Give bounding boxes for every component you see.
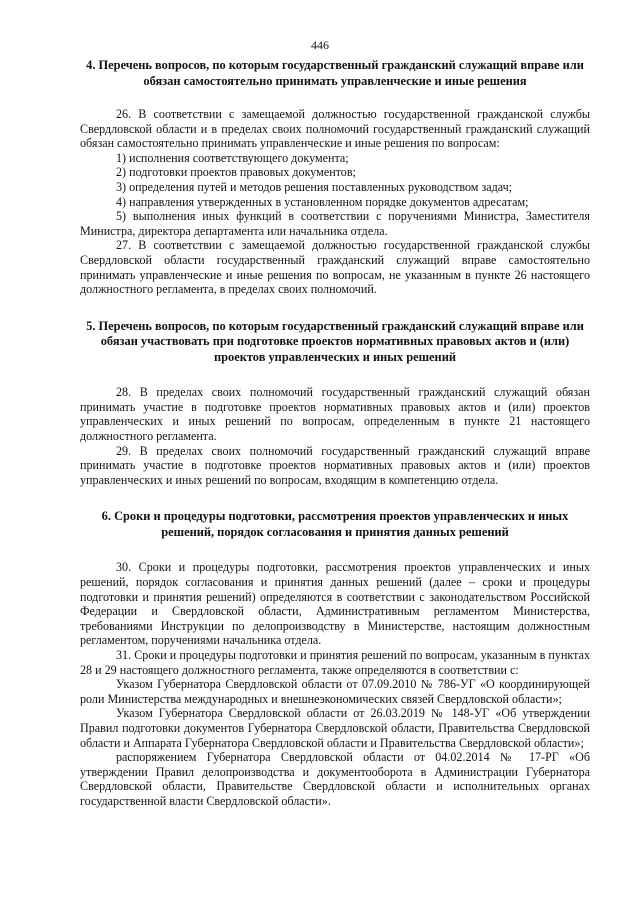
paragraph-27: 27. В соответствии с замещаемой должностью государственной гражданской службы Свердловской области государственный гражданский служащий вправе самостоятельно принимать управленческие и иные решения по вопросам, не указанным в пункте 26 настоящего должностного регламента, в пределах своих полномочий. (80, 238, 590, 297)
list-item: 2) подготовки проектов правовых документов; (116, 165, 356, 180)
reference-decree-786: Указом Губернатора Свердловской области от 07.09.2010 № 786-УГ «О координирующей роли Министерства международных и внешнеэкономических связей Свердловской области»; (80, 677, 590, 706)
paragraph-28: 28. В пределах своих полномочий государственный гражданский служащий обязан принимать участие в подготовке проектов нормативных правовых актов и (или) проектов управленческих и иных решений по вопросам, определенным в пункте 21 настоящего должностного регламента. (80, 385, 590, 443)
section-6 (80, 509, 590, 808)
paragraph-30: 30. Сроки и процедуры подготовки, рассмотрения проектов управленческих и иных решений, порядок согласования и принятия данных решений (далее – сроки и процедуры подготовки и принятия решений) определяются в соответствии с законодательством Российской Федерации и Свердловской области, Административным регламентом Министерства, требованиями Инструкции по делопроизводству в Министерстве, настоящим должностным регламентом, поручениями начальника отдела. (80, 560, 590, 648)
section-4 (80, 58, 590, 297)
list-item: 1) исполнения соответствующего документа; (116, 150, 349, 165)
page-number: 446 (311, 38, 329, 52)
paragraph-31: 31. Сроки и процедуры подготовки и принятия решений по вопросам, указанным в пунктах 28 и 29 настоящего должностного регламента, также определяются в соответствии с: (80, 647, 590, 677)
paragraph-29: 29. В пределах своих полномочий государственный гражданский служащий вправе принимать участие в подготовке проектов нормативных правовых актов и (или) проектов управленческих и иных решений по вопросам, входящим в компетенцию отдела. (80, 443, 590, 487)
page-content (80, 58, 590, 808)
section-6-heading: 6. Сроки и процедуры подготовки, рассмотрения проектов управленческих и иных решений, порядок согласования и принятия данных решений (101, 509, 569, 539)
list-item: 5) выполнения иных функций в соответствии с поручениями Министра, Заместителя Министра, директора департамента или начальника отдела. (80, 209, 590, 238)
list-item: 4) направления утвержденных в установленном порядке документов адресатам; (116, 194, 529, 209)
paragraph-26: 26. В соответствии с замещаемой должностью государственной гражданской службы Свердловской области и в пределах своих полномочий государственный гражданский служащий обязан самостоятельно принимать управленческие и иные решения по вопросам: (80, 107, 590, 151)
section-5-heading: 5. Перечень вопросов, по которым государственный гражданский служащий вправе или обязан участвовать при подготовке проектов нормативных правовых актов и (или) проектов управленческих и иных решений (86, 318, 584, 364)
section-4-heading: 4. Перечень вопросов, по которым государственный гражданский служащий вправе или обязан самостоятельно принимать управленческие и иные решения (86, 58, 584, 88)
reference-order-17: распоряжением Губернатора Свердловской области от 04.02.2014 № 17-РГ «Об утверждении Правил делопроизводства и документооборота в Администрации Губернатора Свердловской области, Правительстве Свердловской области и исполнительных органах государственной власти Свердловской области». (80, 750, 590, 808)
list-item: 3) определения путей и методов решения поставленных руководством задач; (116, 179, 513, 194)
reference-decree-148: Указом Губернатора Свердловской области от 26.03.2019 № 148-УГ «Об утверждении Правил подготовки документов Губернатора Свердловской области, Правительства Свердловской области и Аппарата Губернатора Свердловской области и Правительства Свердловской области»; (80, 706, 590, 750)
section-5 (80, 319, 590, 488)
